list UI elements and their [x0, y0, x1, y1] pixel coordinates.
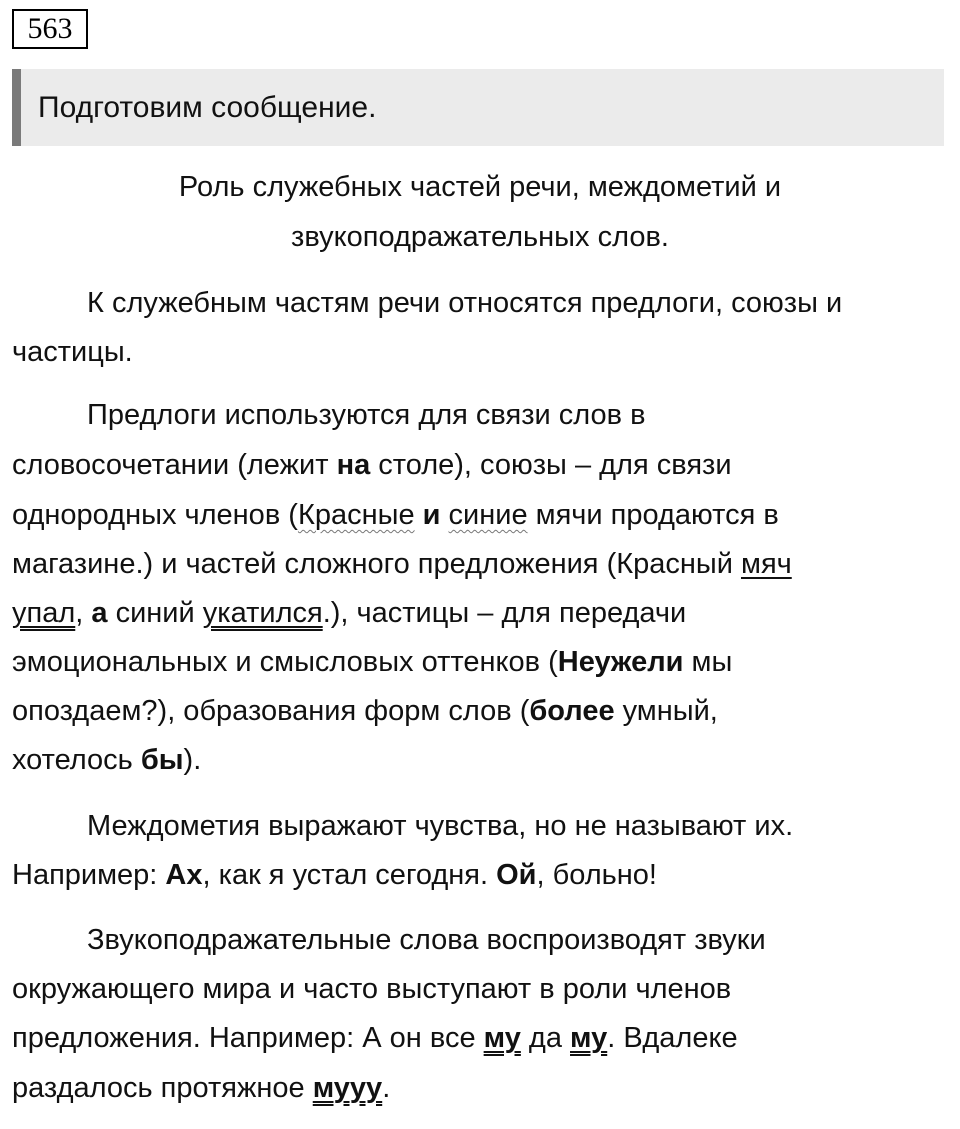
text: .), частицы – для передачи: [322, 597, 687, 629]
paragraph-1-line-2: частицы.: [12, 336, 133, 368]
text: опоздаем?), образования форм слов (: [12, 695, 530, 727]
predicate-underlined: упал: [12, 597, 76, 629]
text: , как я устал сегодня.: [202, 859, 497, 891]
paragraph-2-line-6: [12, 644, 732, 680]
particle-example: более: [529, 695, 615, 727]
text: [440, 499, 448, 531]
subject-underlined: мяч: [741, 548, 792, 580]
particle-example: Неужели: [557, 646, 684, 678]
paragraph-2-line-4: [12, 546, 792, 582]
text: столе), союзы – для связи: [370, 449, 732, 481]
task-banner: [12, 69, 944, 146]
text: ,: [75, 597, 92, 629]
text: Например:: [12, 859, 166, 891]
paragraph-4-line-2: окружающего мира и часто выступают в роли членов: [12, 973, 732, 1005]
text: синий: [107, 597, 203, 629]
text: мы: [683, 646, 733, 678]
text: словосочетании (лежит: [12, 449, 337, 481]
task-text: Подготовим сообщение.: [38, 91, 377, 124]
text: однородных членов (: [12, 499, 298, 531]
exercise-number: 563: [12, 9, 88, 49]
interjection-example: Ах: [165, 859, 203, 891]
paragraph-2-line-8: [12, 742, 201, 778]
paragraph-4-line-4: [12, 1070, 390, 1106]
paragraph-4-line-3: [12, 1020, 738, 1056]
onomatopoeia-example: му: [483, 1022, 521, 1054]
paragraph-2-line-2: [12, 447, 732, 483]
paragraph-1-line-1: К служебным частям речи относятся предлоги, союзы и: [87, 287, 843, 319]
paragraph-2-line-5: [12, 595, 686, 631]
text: ).: [183, 744, 202, 776]
text: . Вдалеке: [607, 1022, 738, 1054]
conjunction-example: и: [422, 499, 441, 531]
text: хотелось: [12, 744, 141, 776]
onomatopoeia-example: му: [570, 1022, 608, 1054]
text: предложения. Например: А он все: [12, 1022, 484, 1054]
text: умный,: [614, 695, 718, 727]
interjection-example: Ой: [496, 859, 537, 891]
text: мячи продаются в: [527, 499, 779, 531]
heading-line-2: звукоподражательных слов.: [291, 221, 669, 253]
paragraph-2-line-1: Предлоги используются для связи слов в: [87, 399, 646, 431]
text: эмоциональных и смысловых оттенков (: [12, 646, 558, 678]
text: .: [382, 1072, 391, 1104]
text: да: [520, 1022, 571, 1054]
conjunction-example: а: [91, 597, 108, 629]
paragraph-2-line-7: [12, 693, 718, 729]
text: магазине.) и частей сложного предложения (Красный: [12, 548, 741, 580]
homogeneous-word-1: Красные: [297, 499, 415, 531]
text: [415, 499, 423, 531]
preposition-example: на: [336, 449, 371, 481]
homogeneous-word-2: синие: [448, 499, 528, 531]
predicate-underlined: укатился: [202, 597, 323, 629]
paragraph-2-line-3: [12, 497, 779, 533]
paragraph-3-line-2: [12, 857, 657, 893]
text: раздалось протяжное: [12, 1072, 313, 1104]
heading-line-1: Роль служебных частей речи, междометий и: [178, 171, 782, 203]
onomatopoeia-example: муyy: [312, 1072, 383, 1104]
particle-example: бы: [140, 744, 184, 776]
text: , больно!: [536, 859, 657, 891]
paragraph-4-line-1: Звукоподражательные слова воспроизводят звуки: [87, 924, 766, 956]
paragraph-3-line-1: Междометия выражают чувства, но не называют их.: [87, 810, 794, 842]
